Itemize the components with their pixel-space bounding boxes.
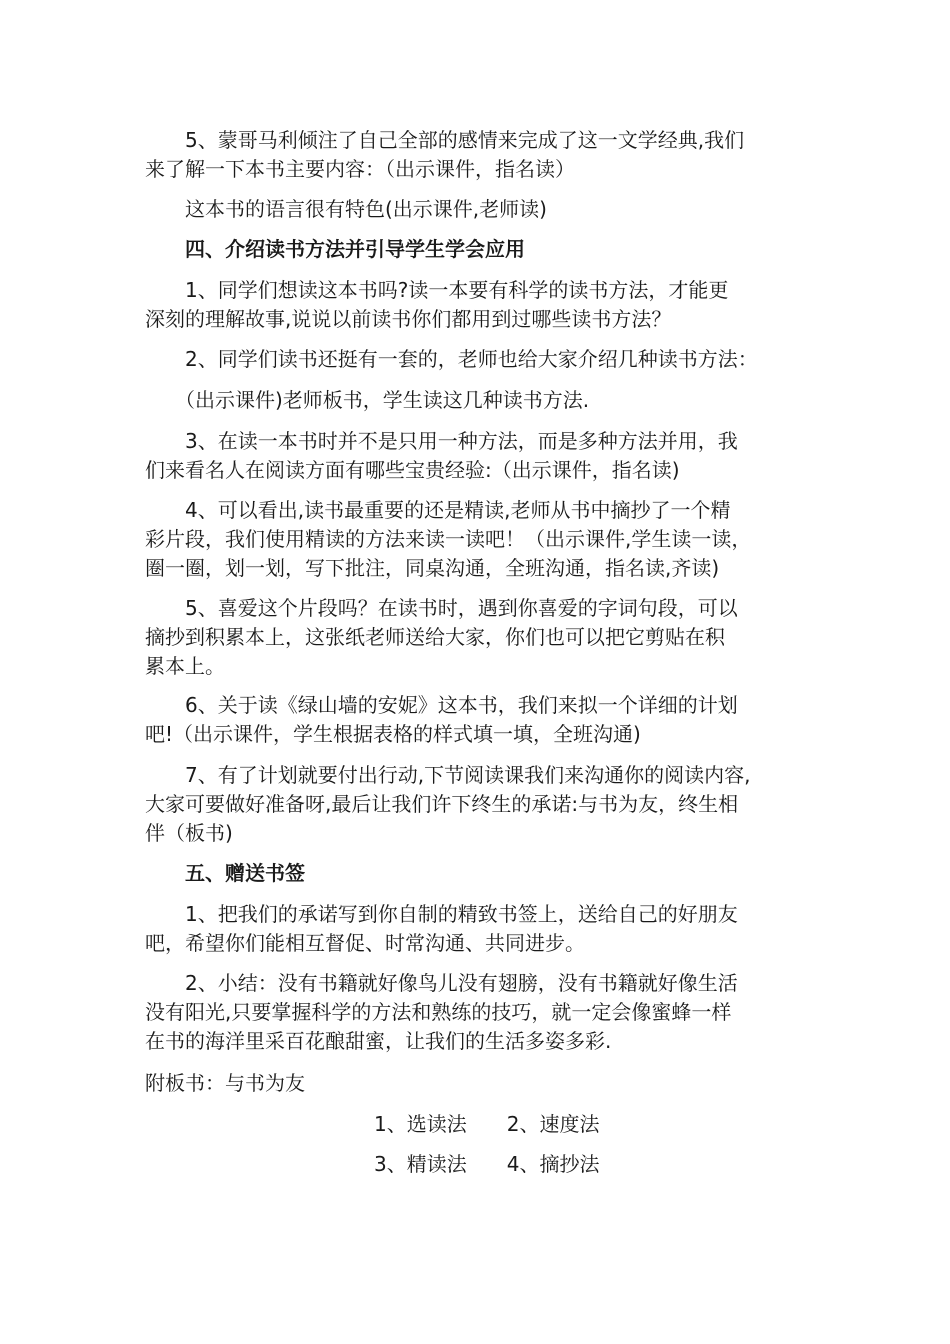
text-line: 圈一圈，划一划，写下批注，同桌沟通，全班沟通，指名读,齐读) xyxy=(145,556,720,580)
paragraph-1-bookmark xyxy=(145,900,810,958)
text-line: 吧!（出示课件，学生根据表格的样式填一填，全班沟通) xyxy=(145,722,641,746)
text-line: 深刻的理解故事,说说以前读书你们都用到过哪些读书方法？ xyxy=(145,307,672,331)
board-row-1: 1、选读法 2、速度法 xyxy=(374,1112,600,1136)
paragraph-1-methods xyxy=(145,276,810,334)
text-line: 1、把我们的承诺写到你自制的精致书签上，送给自己的好朋友 xyxy=(145,902,738,926)
board-title: 附板书：与书为友 xyxy=(145,1071,305,1095)
text-line: 吧，希望你们能相互督促、时常沟通、共同进步。 xyxy=(145,931,585,955)
paragraph-5-excerpt xyxy=(145,594,810,681)
section-heading-5 xyxy=(145,859,810,888)
paragraph-6-plan xyxy=(145,691,810,749)
text-line: 摘抄到积累本上，这张纸老师送给大家，你们也可以把它剪贴在积 xyxy=(145,625,725,649)
paragraph-3-combined xyxy=(145,427,810,485)
text-line: 5、蒙哥马利倾注了自己全部的感情来完成了这一文学经典,我们 xyxy=(145,128,745,152)
text-line: 5、喜爱这个片段吗？在读书时，遇到你喜爱的字词句段，可以 xyxy=(145,596,738,620)
text-line: 五、赠送书签 xyxy=(145,861,305,885)
paragraph-5-intro xyxy=(145,126,810,184)
text-line: 这本书的语言很有特色(出示课件,老师读) xyxy=(145,197,547,221)
text-line: 们来看名人在阅读方面有哪些宝贵经验:（出示课件，指名读) xyxy=(145,458,680,482)
text-line: 7、有了计划就要付出行动,下节阅读课我们来沟通你的阅读内容, xyxy=(145,763,751,787)
text-line: 3、在读一本书时并不是只用一种方法，而是多种方法并用，我 xyxy=(145,429,738,453)
paragraph-7-action xyxy=(145,761,810,848)
section-heading-4 xyxy=(145,235,810,264)
text-line: 累本上。 xyxy=(145,654,225,678)
text-line: 4、可以看出,读书最重要的还是精读,老师从书中摘抄了一个精 xyxy=(145,498,731,522)
paragraph-2-methods xyxy=(145,345,810,374)
paragraph-4-intensive xyxy=(145,496,810,583)
paragraph-language xyxy=(145,195,810,224)
text-line: 四、介绍读书方法并引导学生学会应用 xyxy=(145,237,525,261)
text-line: 2、同学们读书还挺有一套的，老师也给大家介绍几种读书方法： xyxy=(145,347,758,371)
text-line: 2、小结：没有书籍就好像鸟儿没有翅膀，没有书籍就好像生活 xyxy=(145,971,738,995)
text-line: 在书的海洋里采百花酿甜蜜，让我们的生活多姿多彩. xyxy=(145,1029,612,1053)
board-row-2: 3、精读法 4、摘抄法 xyxy=(374,1152,600,1176)
text-line: 1、同学们想读这本书吗?读一本要有科学的读书方法，才能更 xyxy=(145,278,729,302)
paragraph-board-note xyxy=(145,386,810,415)
text-line: 6、关于读《绿山墙的安妮》这本书，我们来拟一个详细的计划 xyxy=(145,693,738,717)
text-line: 伴（板书) xyxy=(145,821,233,845)
text-line: 彩片段，我们使用精读的方法来读一读吧！（出示课件,学生读一读， xyxy=(145,527,752,551)
text-line: 大家可要做好准备呀,最后让我们许下终生的承诺:与书为友，终生相 xyxy=(145,792,739,816)
paragraph-2-summary xyxy=(145,969,810,1056)
text-line: 来了解一下本书主要内容：（出示课件，指名读） xyxy=(145,157,575,181)
text-line: （出示课件)老师板书，学生读这几种读书方法. xyxy=(145,388,590,412)
text-line: 没有阳光,只要掌握科学的方法和熟练的技巧，就一定会像蜜蜂一样 xyxy=(145,1000,732,1024)
